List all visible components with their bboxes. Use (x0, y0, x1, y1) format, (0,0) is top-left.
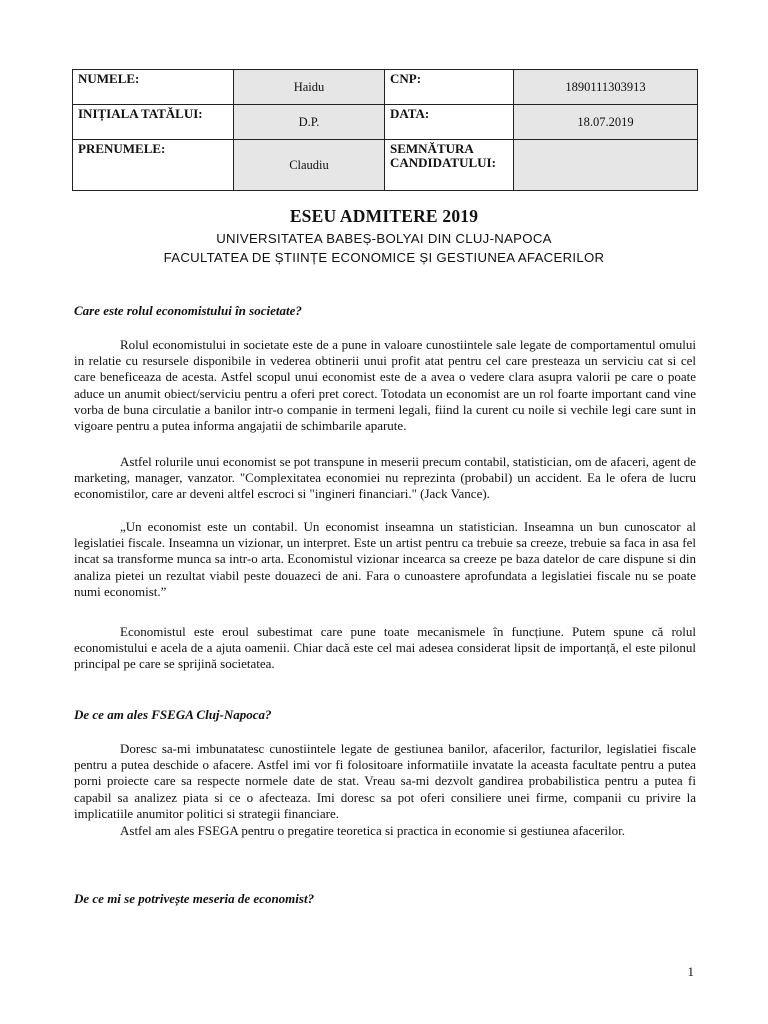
signature-label: SEMNĂTURA CANDIDATULUI: (385, 140, 514, 191)
last-name-label: NUMELE: (73, 70, 234, 105)
paragraph: Doresc sa-mi imbunatatesc cunostiintele legate de gestiunea banilor, afacerilor, facturilor, legislatiei fiscale pentru a putea deschide o afacere. Astfel imi vor fi folositoare informatiile invatate la aceasta facultate pentru a putea porni proiecte care sa respecte normele date de stat. Vreau sa-mi dezvolt gandirea probabilistica pentru a putea fi capabil sa analizez piata si ce o afecteaza. Imi doresc sa pot oferi consiliere unei firme, companii cu privire la implicatiile anumitor politici si strategii financiare. (74, 741, 696, 821)
father-initial-label: INIȚIALA TATĂLUI: (73, 105, 234, 140)
section-question: Care este rolul economistului în societate? (74, 303, 302, 318)
father-initial-value: D.P. (234, 105, 385, 140)
page-number: 1 (687, 964, 694, 979)
document-title: ESEU ADMITERE 2019 (289, 206, 479, 226)
table-row (73, 70, 698, 105)
signature-field (514, 140, 698, 191)
first-name-value: Claudiu (234, 140, 385, 191)
date-value: 18.07.2019 (514, 105, 698, 140)
table-row (73, 140, 698, 191)
paragraph: „Un economist este un contabil. Un economist inseamna un statistician. Inseamna un bun cunoscator al legislatiei fiscale. Inseamna un vizionar, un interpret. Este un artist pentru ca trebuie sa creeze, trebuie sa faca in asa fel incat sa transforme munca sa intr-o arta. Economistul vizionar incearca sa creeze pe baza datelor de care dispune si din analiza pietei un rezultat viabil peste douazeci de ani. Fara o cunoastere aprofundata a legislatiei fiscale nu se poate numi economist.” (74, 519, 696, 599)
paragraph: Astfel am ales FSEGA pentru o pregatire teoretica si practica in economie si gestiunea afacerilor. (120, 823, 626, 838)
university-name: UNIVERSITATEA BABEȘ-BOLYAI DIN CLUJ-NAPOCA (216, 231, 552, 246)
table-row (73, 105, 698, 140)
section-question: De ce mi se potrivește meseria de economist? (74, 891, 315, 906)
faculty-name: FACULTATEA DE ȘTIINȚE ECONOMICE ȘI GESTIUNEA AFACERILOR (163, 250, 605, 265)
section-question: De ce am ales FSEGA Cluj-Napoca? (74, 707, 272, 722)
paragraph: Rolul economistului in societate este de a pune in valoare cunostiintele sale legate de comportamentul omului in relatie cu resursele disponibile in vederea obtinerii unui profit atat pentru cel care presteaza un serviciu cat si cel care beneficeaza de acesta. Astfel scopul unui economist este de a avea o vedere clara asupra valorii pe care o poate aduce un anumit obiect/serviciu pentru a oferi pret corect. Totodata un economist are un rol foarte important cand vine vorba de buna circulatie a banilor intr-o companie in termeni legali, fiind la curent cu noile si vechile legi care sunt in vigoare pentru a putea informa angajatii de schimbarile aparute. (74, 337, 696, 434)
first-name-label: PRENUMELE: (73, 140, 234, 191)
paragraph: Astfel rolurile unui economist se pot transpune in meserii precum contabil, statistician, om de afaceri, agent de marketing, manager, vanzator. "Complexitatea economiei nu reprezinta (probabil) un accident. Ea le ofera de lucru economistilor, care ar deveni altfel escroci si "ingineri financiari." (Jack Vance). (74, 454, 696, 502)
candidate-info-table (72, 69, 698, 191)
date-label: DATA: (385, 105, 514, 140)
cnp-value: 1890111303913 (514, 70, 698, 105)
cnp-label: CNP: (385, 70, 514, 105)
last-name-value: Haidu (234, 70, 385, 105)
paragraph: Economistul este eroul subestimat care pune toate mecanismele în funcțiune. Putem spune că rolul economistului e acela de a ajuta oamenii. Chiar dacă este cel mai adesea considerat lipsit de importanță, el este pilonul principal pe care se sprijină societatea. (74, 624, 696, 672)
